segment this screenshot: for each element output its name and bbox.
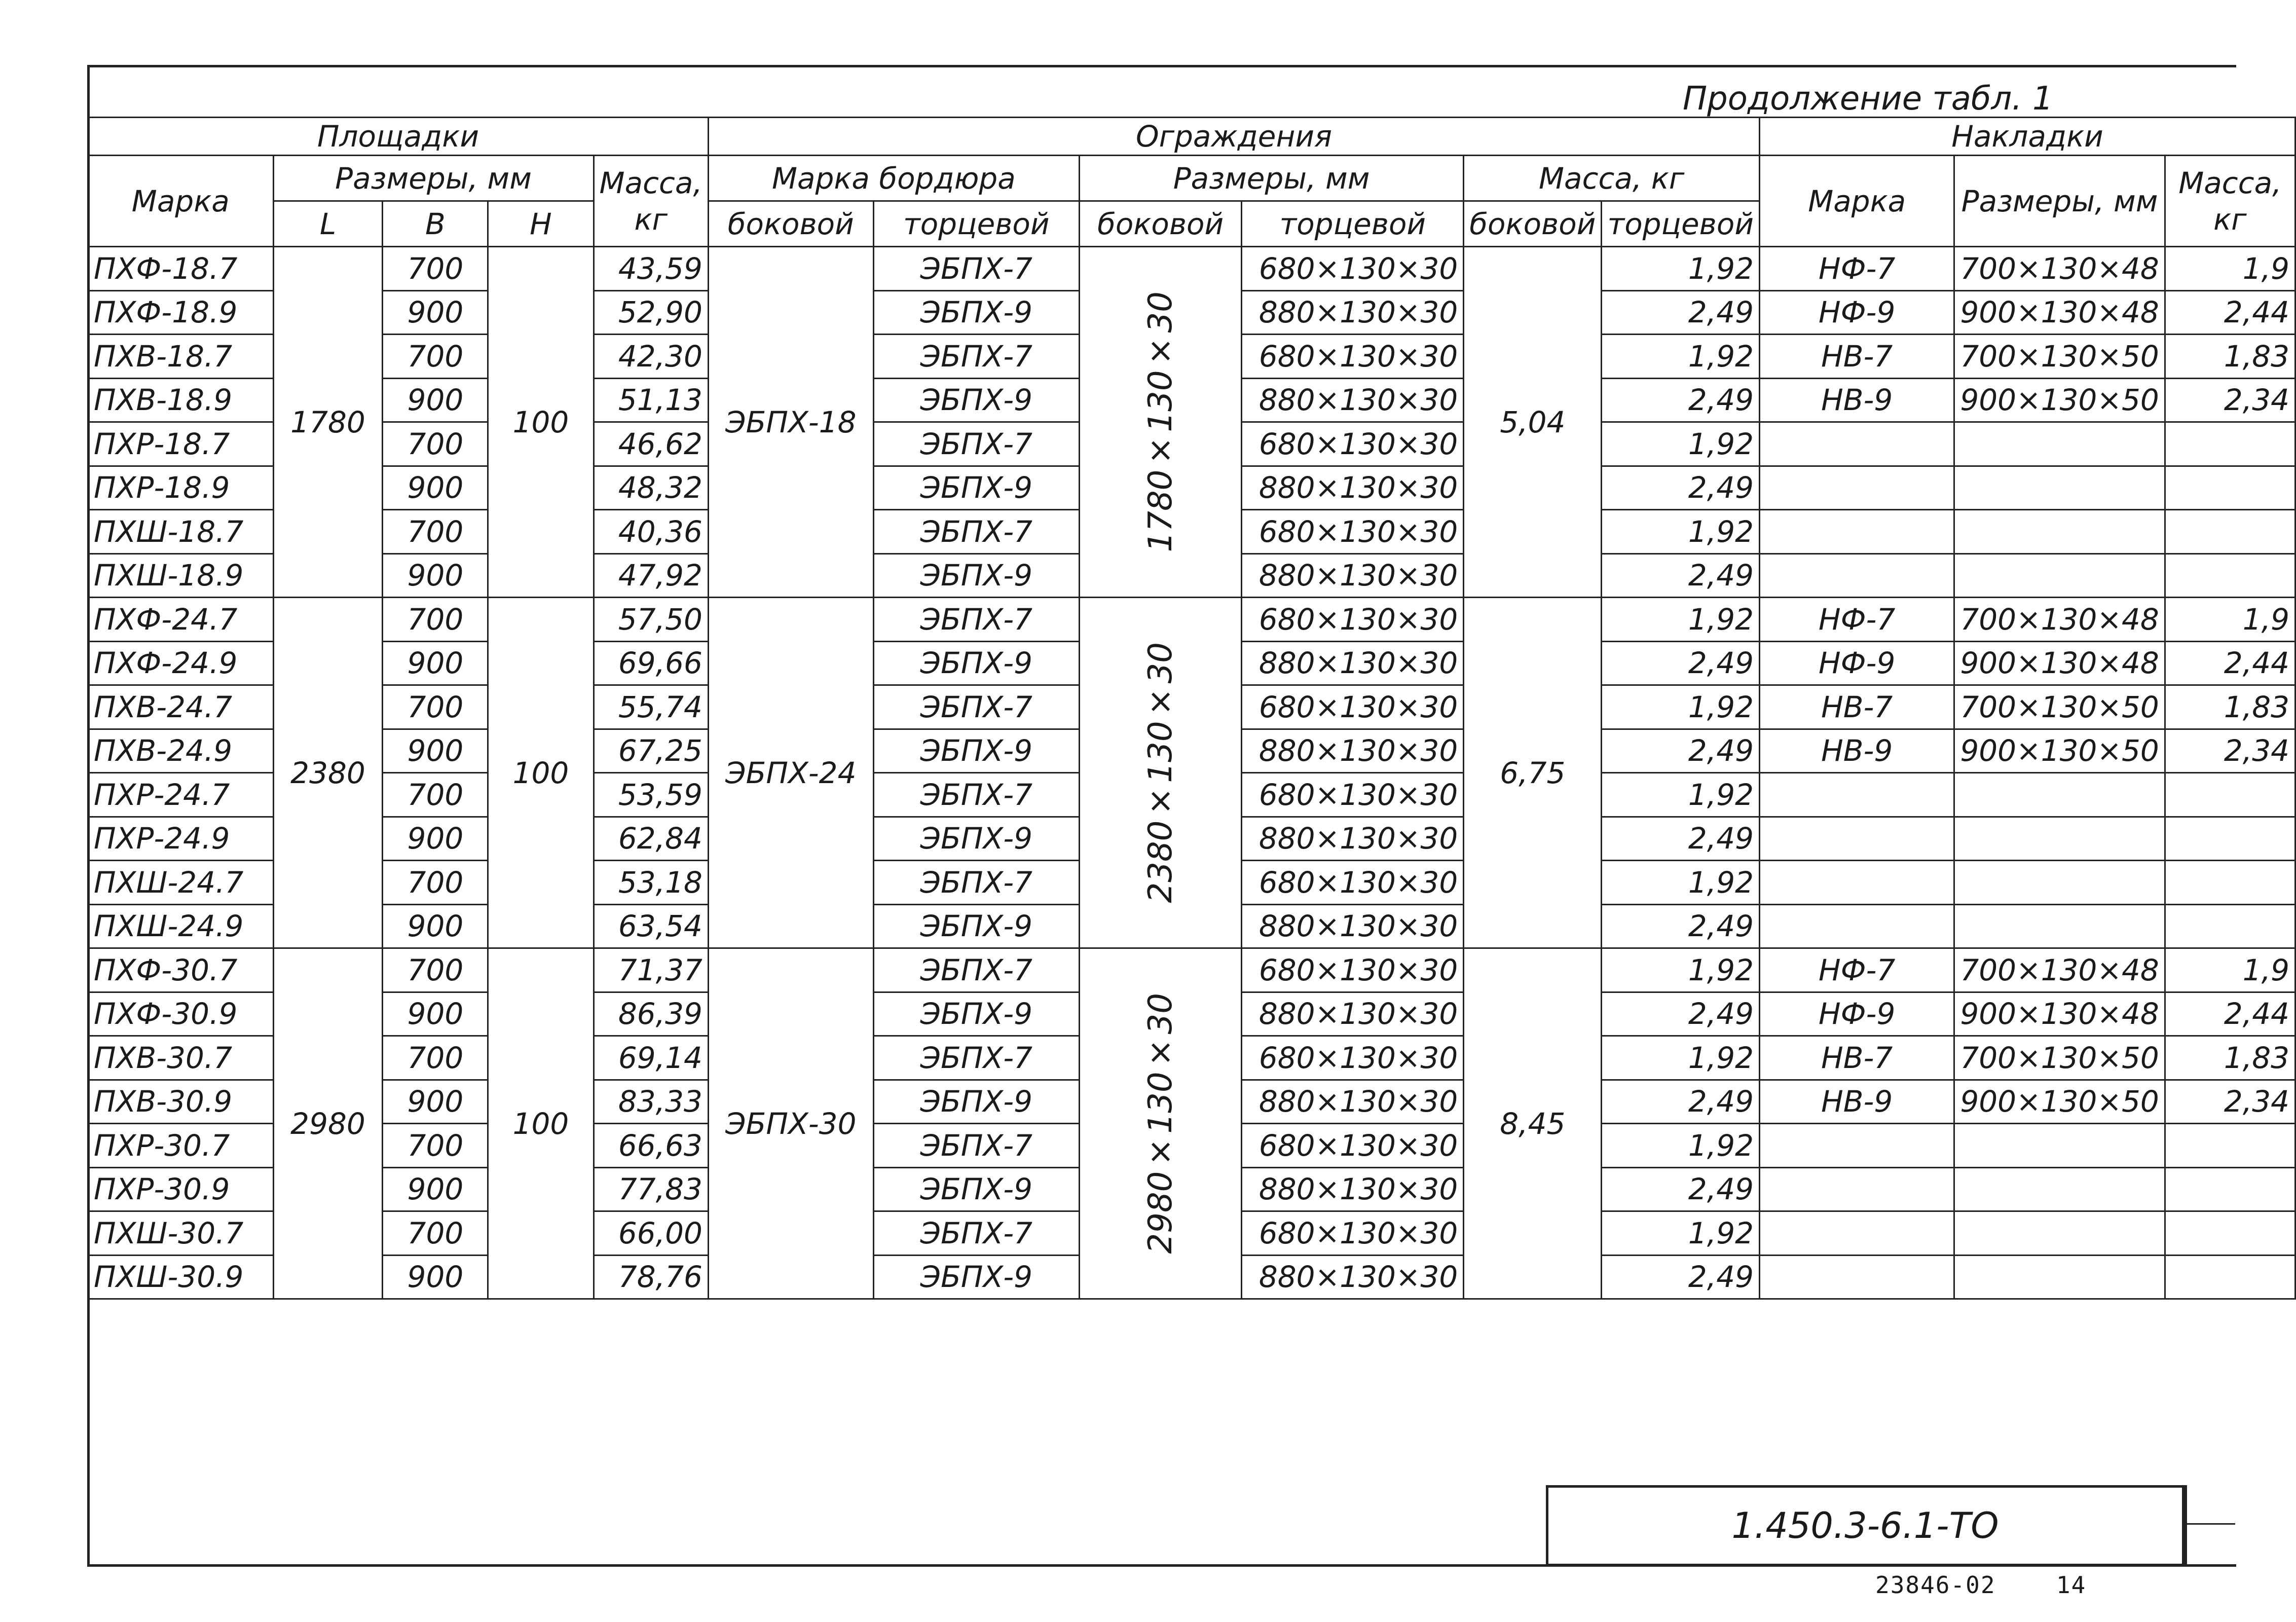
platform-width: 900 [383,290,488,335]
end-border-size: 880×130×30 [1242,1255,1464,1299]
end-border-size: 880×130×30 [1242,466,1464,510]
side-border-size [1079,948,1241,1299]
overlay-size: 900×130×48 [1954,992,2165,1036]
row-mark: ПХР-30.9 [88,1167,274,1211]
overlay-mass [2165,510,2295,554]
platform-width: 900 [383,1080,488,1124]
platform-width: 900 [383,466,488,510]
table-body [88,247,2295,1299]
end-border-size: 680×130×30 [1242,861,1464,905]
overlay-mass [2165,1255,2295,1299]
row-mark: ПХВ-18.9 [88,378,274,422]
end-border-size: 680×130×30 [1242,1036,1464,1080]
inventory-number [1875,1571,2086,1599]
row-mark: ПХВ-30.9 [88,1080,274,1124]
overlay-mass [2165,1124,2295,1168]
overlay-mass [2165,817,2295,861]
end-border-mass: 1,92 [1602,1036,1760,1080]
overlay-mass: 1,9 [2165,598,2295,642]
end-border-size: 680×130×30 [1242,335,1464,379]
end-border-mass: 1,92 [1602,1124,1760,1168]
end-border-mark: ЭБПХ-7 [873,598,1079,642]
end-size-header: торцевой [1242,201,1464,247]
platform-mass: 63,54 [594,904,708,948]
overlay-mark: НФ-9 [1760,290,1954,335]
page-number: 14 [2056,1571,2087,1599]
overlay-mark [1760,773,1954,817]
end-border-mark: ЭБПХ-7 [873,685,1079,729]
end-border-mark: ЭБПХ-9 [873,992,1079,1036]
overlay-mark-header: Марка [1760,156,1954,247]
overlay-size [1954,1167,2165,1211]
end-border-mark: ЭБПХ-7 [873,1036,1079,1080]
inventory-code: 23846-02 [1875,1571,1996,1599]
end-border-size: 880×130×30 [1242,817,1464,861]
platform-length: 2980 [273,948,383,1299]
platform-mass: 57,50 [594,598,708,642]
platform-width: 900 [383,1167,488,1211]
end-border-mark: ЭБПХ-9 [873,1255,1079,1299]
end-border-size: 880×130×30 [1242,1167,1464,1211]
platform-width: 900 [383,1255,488,1299]
end-border-size: 680×130×30 [1242,948,1464,992]
overlay-size: 900×130×48 [1954,290,2165,335]
overlay-mass: 2,34 [2165,729,2295,773]
platform-mass: 42,30 [594,335,708,379]
end-border-mass: 1,92 [1602,685,1760,729]
end-border-mark: ЭБПХ-9 [873,1080,1079,1124]
side-border-size-text: 2980×130×30 [1141,993,1179,1254]
end-border-mark: ЭБПХ-7 [873,247,1079,291]
row-mark: ПХВ-24.7 [88,685,274,729]
end-border-mass: 2,49 [1602,554,1760,598]
group-platforms-header: Площадки [88,118,709,156]
overlay-mark [1760,1211,1954,1256]
overlay-mass: 2,44 [2165,290,2295,335]
overlay-mark [1760,510,1954,554]
end-border-mass: 2,49 [1602,466,1760,510]
row-mark: ПХФ-30.9 [88,992,274,1036]
overlay-mass: 2,34 [2165,1080,2295,1124]
overlay-mark [1760,1167,1954,1211]
platform-height: 100 [488,598,594,948]
mark-header: Марка [88,156,274,247]
row-mark: ПХШ-18.7 [88,510,274,554]
row-mark: ПХШ-24.9 [88,904,274,948]
end-border-mark: ЭБПХ-7 [873,948,1079,992]
overlay-mass: 2,44 [2165,992,2295,1036]
overlay-size [1954,510,2165,554]
platform-mass: 69,66 [594,641,708,685]
end-mass-header: торцевой [1602,201,1760,247]
overlay-size [1954,773,2165,817]
end-border-mark: ЭБПХ-7 [873,1211,1079,1256]
end-border-mass: 1,92 [1602,510,1760,554]
platform-width: 700 [383,1211,488,1256]
end-border-mark: ЭБПХ-9 [873,466,1079,510]
H-header: H [488,201,594,247]
overlay-mass: 2,34 [2165,378,2295,422]
platform-mass: 83,33 [594,1080,708,1124]
side-border-mass: 5,04 [1464,247,1602,598]
end-border-mass: 1,92 [1602,861,1760,905]
platform-mass: 53,18 [594,861,708,905]
overlay-size: 700×130×50 [1954,335,2165,379]
table-row [88,948,2295,992]
overlay-mark: НВ-7 [1760,335,1954,379]
platform-width: 900 [383,641,488,685]
platform-height: 100 [488,247,594,598]
end-border-size: 680×130×30 [1242,773,1464,817]
row-mark: ПХВ-18.7 [88,335,274,379]
overlay-mass [2165,422,2295,466]
platform-mass: 78,76 [594,1255,708,1299]
overlay-size: 700×130×48 [1954,598,2165,642]
end-border-mass: 2,49 [1602,641,1760,685]
end-border-mark: ЭБПХ-7 [873,861,1079,905]
platform-width: 900 [383,378,488,422]
platform-height: 100 [488,948,594,1299]
overlay-mark [1760,904,1954,948]
side-border-size-text: 2380×130×30 [1141,642,1179,903]
end-border-size: 880×130×30 [1242,641,1464,685]
end-border-size: 680×130×30 [1242,1211,1464,1256]
platform-width: 700 [383,948,488,992]
row-mark: ПХШ-18.9 [88,554,274,598]
platform-mass: 66,00 [594,1211,708,1256]
end-border-mass: 2,49 [1602,817,1760,861]
platform-width: 700 [383,861,488,905]
overlay-size: 900×130×50 [1954,1080,2165,1124]
overlay-mark [1760,466,1954,510]
platform-mass: 55,74 [594,685,708,729]
end-border-size: 680×130×30 [1242,685,1464,729]
overlay-size [1954,1211,2165,1256]
side-border-mark: ЭБПХ-18 [708,247,873,598]
overlay-mark: НВ-7 [1760,1036,1954,1080]
row-mark: ПХФ-18.7 [88,247,274,291]
platform-mass: 43,59 [594,247,708,291]
end-border-size: 880×130×30 [1242,290,1464,335]
L-header: L [273,201,383,247]
platform-width: 700 [383,247,488,291]
end-border-mark: ЭБПХ-9 [873,641,1079,685]
overlay-mass: 1,83 [2165,1036,2295,1080]
platform-mass: 77,83 [594,1167,708,1211]
overlay-mark: НФ-9 [1760,992,1954,1036]
end-border-mark: ЭБПХ-7 [873,1124,1079,1168]
overlay-mark [1760,817,1954,861]
document-code: 1.450.3-6.1-ТО [1731,1505,1999,1546]
overlay-size [1954,466,2165,510]
row-mark: ПХВ-24.9 [88,729,274,773]
overlay-mark: НВ-9 [1760,729,1954,773]
overlay-mark: НВ-7 [1760,685,1954,729]
end-border-size: 680×130×30 [1242,510,1464,554]
side-mark-header: боковой [708,201,873,247]
platform-width: 700 [383,335,488,379]
overlay-mass [2165,466,2295,510]
platform-mass: 53,59 [594,773,708,817]
overlay-mark: НФ-7 [1760,948,1954,992]
overlay-size [1954,554,2165,598]
platform-mass: 62,84 [594,817,708,861]
end-border-mass: 2,49 [1602,1167,1760,1211]
end-border-size: 880×130×30 [1242,904,1464,948]
platform-mass: 66,63 [594,1124,708,1168]
overlay-sizes-header: Размеры, мм [1954,156,2165,247]
overlay-mass: 1,83 [2165,335,2295,379]
side-border-mark: ЭБПХ-24 [708,598,873,948]
overlay-mass-header: Масса, кг [2165,156,2295,247]
row-mark: ПХФ-24.9 [88,641,274,685]
side-border-mark: ЭБПХ-30 [708,948,873,1299]
platform-mass: 71,37 [594,948,708,992]
row-mark: ПХР-24.9 [88,817,274,861]
end-border-size: 680×130×30 [1242,1124,1464,1168]
end-border-size: 680×130×30 [1242,598,1464,642]
fence-mass-header: Масса, кг [1464,156,1760,201]
end-border-mass: 1,92 [1602,247,1760,291]
table-row [88,598,2295,642]
overlay-mass: 1,9 [2165,948,2295,992]
end-border-mass: 2,49 [1602,378,1760,422]
end-border-mark: ЭБПХ-7 [873,422,1079,466]
end-border-mark: ЭБПХ-7 [873,510,1079,554]
end-border-mark: ЭБПХ-7 [873,773,1079,817]
platform-width: 700 [383,1124,488,1168]
row-mark: ПХШ-30.9 [88,1255,274,1299]
overlay-size: 700×130×48 [1954,247,2165,291]
overlay-size [1954,1255,2165,1299]
overlay-size: 900×130×50 [1954,729,2165,773]
end-border-size: 680×130×30 [1242,247,1464,291]
row-mark: ПХШ-24.7 [88,861,274,905]
overlay-mark: НВ-9 [1760,1080,1954,1124]
row-mark: ПХШ-30.7 [88,1211,274,1256]
platform-mass: 40,36 [594,510,708,554]
overlay-mass [2165,554,2295,598]
end-border-size: 880×130×30 [1242,992,1464,1036]
end-border-mass: 2,49 [1602,1080,1760,1124]
sizes-header: Размеры, мм [273,156,594,201]
end-border-mass: 2,49 [1602,904,1760,948]
platform-width: 700 [383,510,488,554]
end-border-mass: 2,49 [1602,1255,1760,1299]
platform-width: 900 [383,554,488,598]
side-border-mass: 6,75 [1464,598,1602,948]
platform-width: 700 [383,685,488,729]
row-mark: ПХР-30.7 [88,1124,274,1168]
group-fencing-header: Ограждения [708,118,1759,156]
overlay-mark [1760,554,1954,598]
overlay-size: 900×130×50 [1954,378,2165,422]
overlay-mass: 1,83 [2165,685,2295,729]
overlay-mark: НФ-7 [1760,598,1954,642]
end-border-size: 880×130×30 [1242,1080,1464,1124]
platform-width: 700 [383,1036,488,1080]
platform-length: 2380 [273,598,383,948]
end-border-mark: ЭБПХ-7 [873,335,1079,379]
end-border-mark: ЭБПХ-9 [873,378,1079,422]
overlay-mass [2165,773,2295,817]
overlay-mass [2165,904,2295,948]
stamp-sheet-cell [2184,1485,2235,1566]
platform-width: 900 [383,729,488,773]
overlay-mass: 1,9 [2165,247,2295,291]
overlay-mass [2165,861,2295,905]
row-mark: ПХФ-30.7 [88,948,274,992]
title-block-stamp [1546,1485,2184,1566]
end-border-mass: 1,92 [1602,1211,1760,1256]
platform-mass: 67,25 [594,729,708,773]
overlay-mass [2165,1211,2295,1256]
platform-width: 900 [383,817,488,861]
platform-mass: 69,14 [594,1036,708,1080]
end-border-mark: ЭБПХ-9 [873,904,1079,948]
row-mark: ПХР-24.7 [88,773,274,817]
overlay-mark: НФ-7 [1760,247,1954,291]
row-mark: ПХФ-18.9 [88,290,274,335]
platform-length: 1780 [273,247,383,598]
overlay-size [1954,817,2165,861]
mass-header: Масса, кг [594,156,708,247]
overlay-mark: НФ-9 [1760,641,1954,685]
overlay-size: 900×130×48 [1954,641,2165,685]
overlay-size [1954,904,2165,948]
side-size-header: боковой [1079,201,1241,247]
overlay-mark [1760,422,1954,466]
continuation-label: Продолжение табл. 1 [1683,80,2053,118]
platform-width: 700 [383,422,488,466]
overlay-size: 700×130×50 [1954,1036,2165,1080]
end-border-size: 880×130×30 [1242,554,1464,598]
overlay-size [1954,1124,2165,1168]
end-border-size: 680×130×30 [1242,422,1464,466]
end-mark-header: торцевой [873,201,1079,247]
platform-mass: 51,13 [594,378,708,422]
side-border-size [1079,598,1241,948]
end-border-mark: ЭБПХ-9 [873,290,1079,335]
side-mass-header: боковой [1464,201,1602,247]
border-mark-header: Марка бордюра [708,156,1079,201]
platform-mass: 48,32 [594,466,708,510]
table-row [88,247,2295,291]
overlay-size: 700×130×48 [1954,948,2165,992]
row-mark: ПХР-18.7 [88,422,274,466]
overlay-size [1954,422,2165,466]
fence-sizes-header: Размеры, мм [1079,156,1463,201]
overlay-mark [1760,1255,1954,1299]
platform-mass: 46,62 [594,422,708,466]
overlay-mark: НВ-9 [1760,378,1954,422]
B-header: B [383,201,488,247]
end-border-mass: 2,49 [1602,992,1760,1036]
end-border-mark: ЭБПХ-9 [873,729,1079,773]
row-mark: ПХВ-30.7 [88,1036,274,1080]
side-border-size-text: 1780×130×30 [1141,291,1179,552]
stamp-sheet-divider [2184,1523,2235,1525]
end-border-mass: 1,92 [1602,598,1760,642]
end-border-mark: ЭБПХ-9 [873,1167,1079,1211]
end-border-size: 880×130×30 [1242,729,1464,773]
end-border-mark: ЭБПХ-9 [873,554,1079,598]
end-border-mass: 1,92 [1602,948,1760,992]
end-border-mass: 1,92 [1602,773,1760,817]
side-border-size [1079,247,1241,598]
platform-width: 900 [383,904,488,948]
side-border-mass: 8,45 [1464,948,1602,1299]
overlay-size: 700×130×50 [1954,685,2165,729]
group-overlays-header: Накладки [1760,118,2295,156]
platform-mass: 86,39 [594,992,708,1036]
platform-mass: 47,92 [594,554,708,598]
overlay-size [1954,861,2165,905]
row-mark: ПХФ-24.7 [88,598,274,642]
end-border-mass: 1,92 [1602,422,1760,466]
platform-mass: 52,90 [594,290,708,335]
end-border-size: 880×130×30 [1242,378,1464,422]
overlay-mass [2165,1167,2295,1211]
frame-top-line [87,65,2236,67]
overlay-mark [1760,861,1954,905]
row-mark: ПХР-18.9 [88,466,274,510]
end-border-mark: ЭБПХ-9 [873,817,1079,861]
platform-width: 700 [383,773,488,817]
end-border-mass: 2,49 [1602,729,1760,773]
overlay-mark [1760,1124,1954,1168]
platform-width: 900 [383,992,488,1036]
overlay-mass: 2,44 [2165,641,2295,685]
platform-width: 700 [383,598,488,642]
end-border-mass: 1,92 [1602,335,1760,379]
end-border-mass: 2,49 [1602,290,1760,335]
specification-table [87,117,2296,1300]
